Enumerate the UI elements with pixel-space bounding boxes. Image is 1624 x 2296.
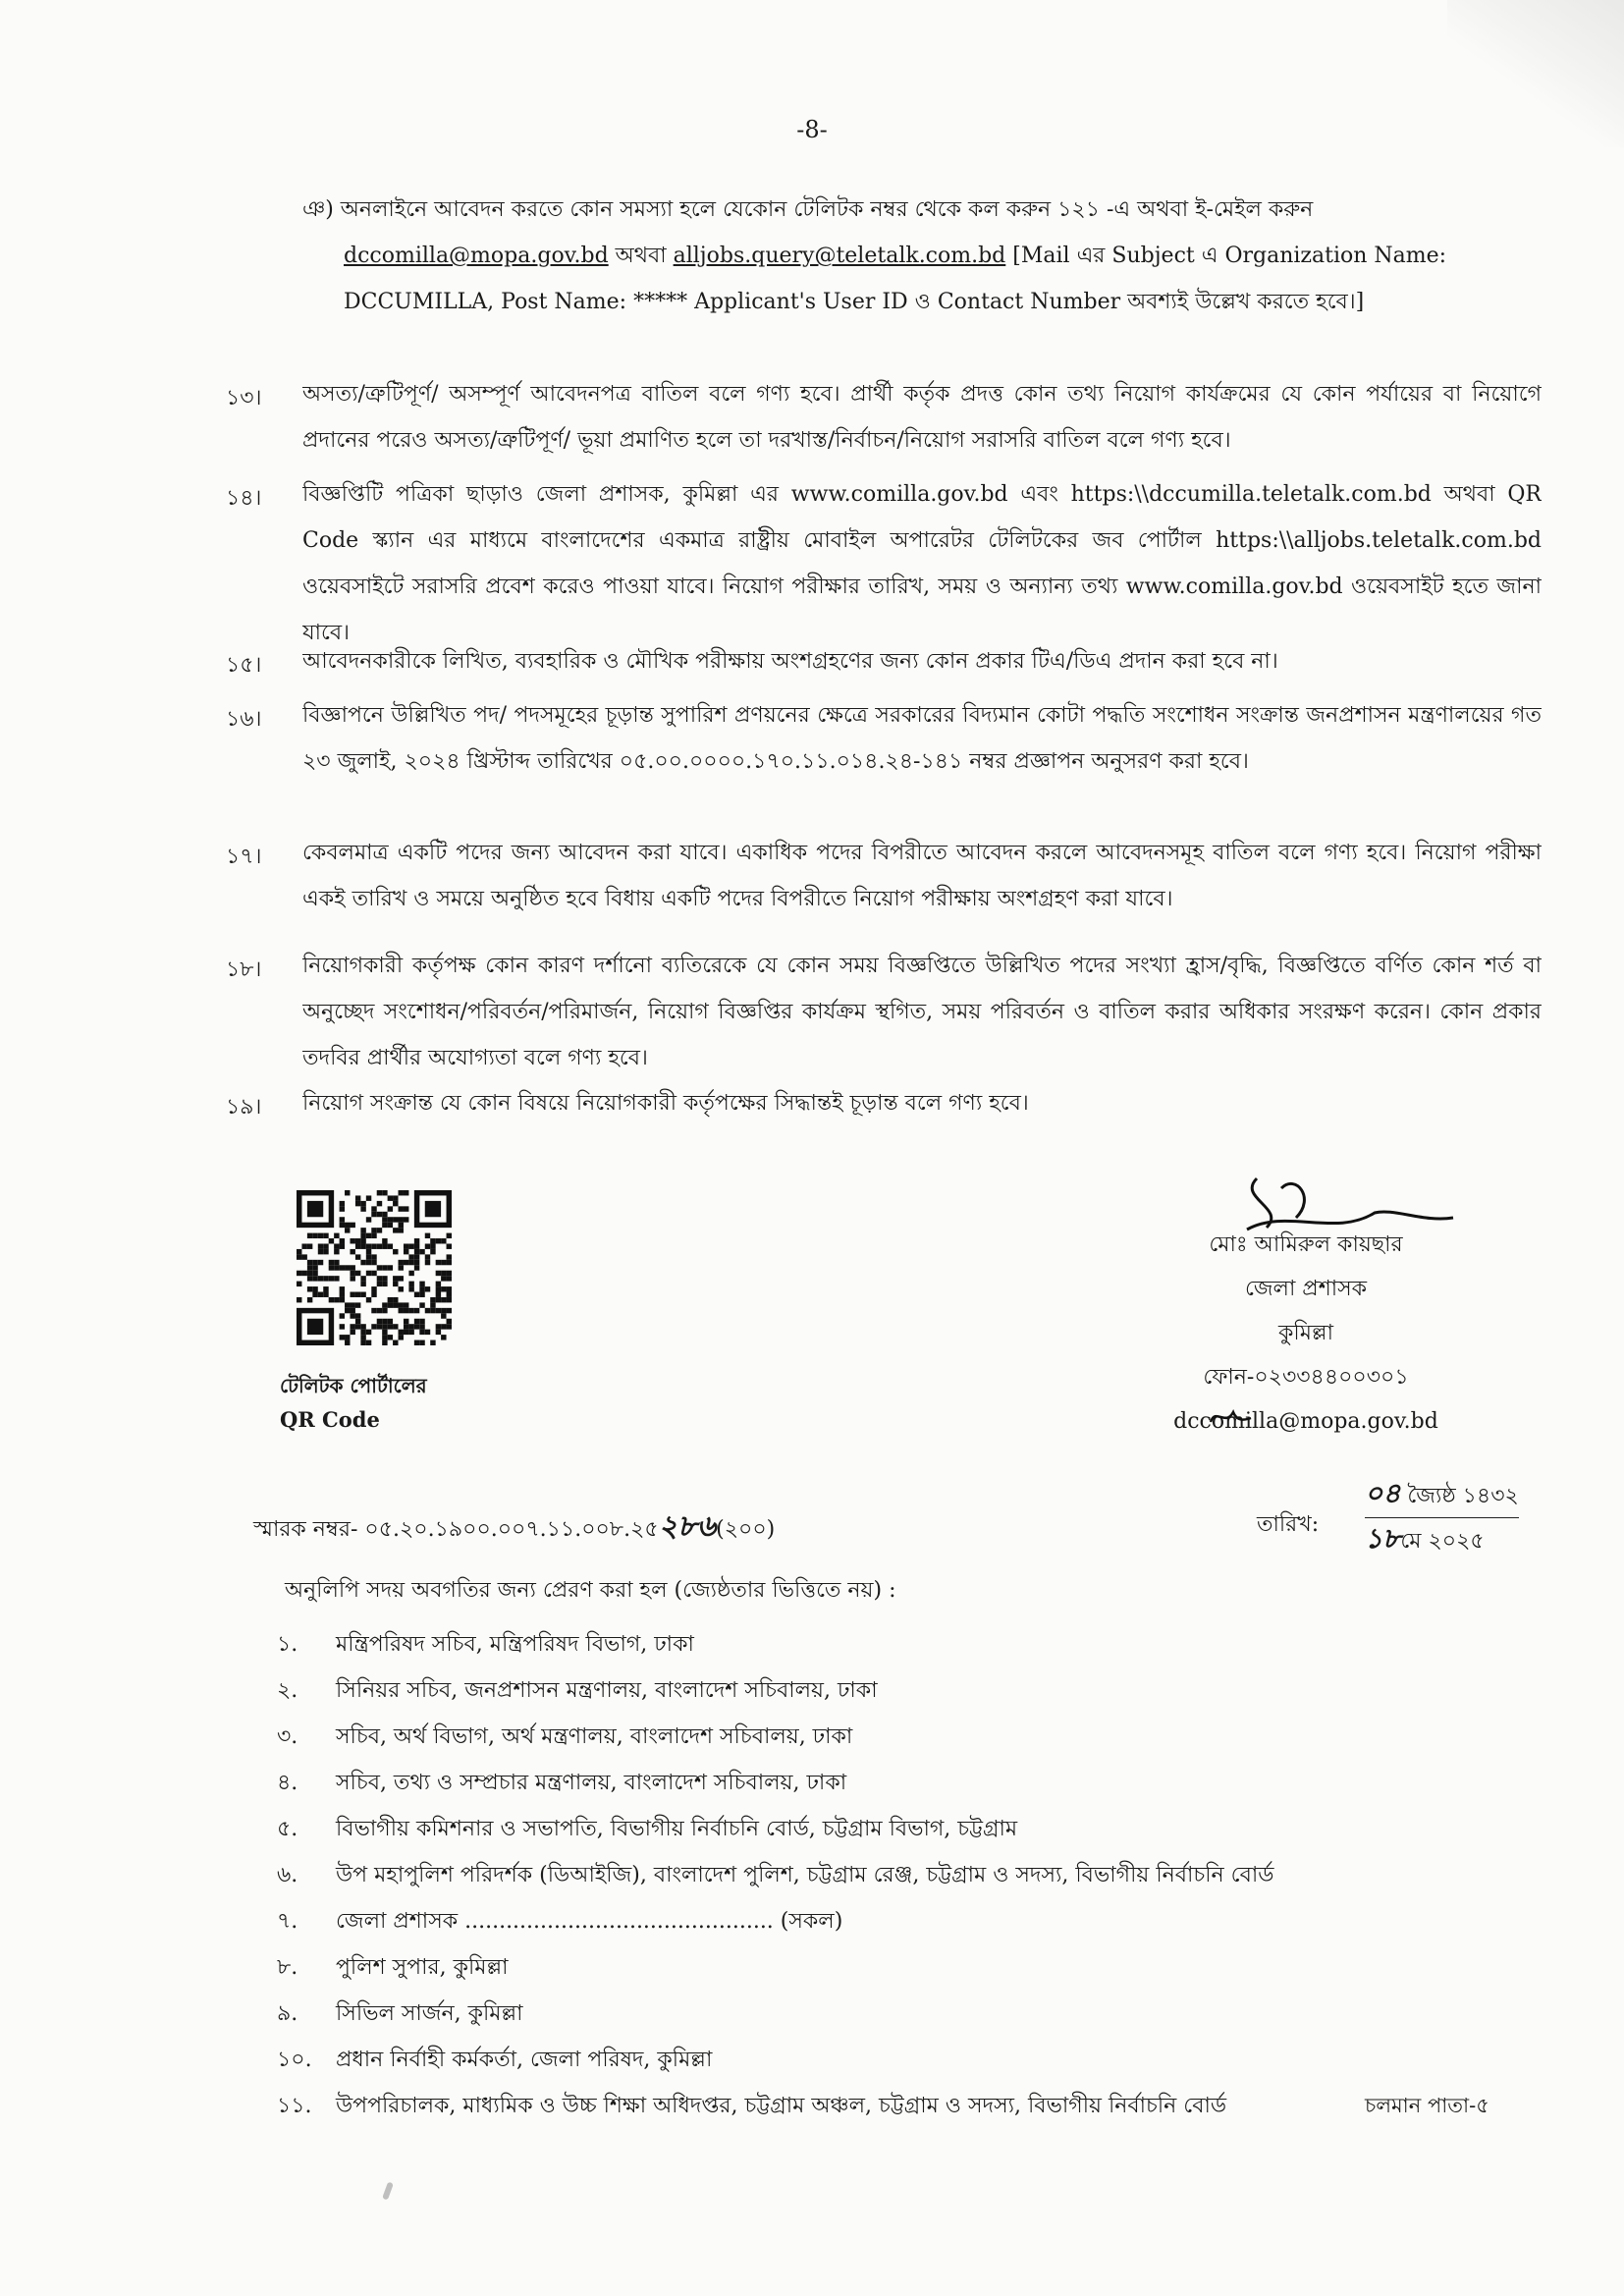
item-text: বিজ্ঞাপনে উল্লিখিত পদ/ পদসমূহের চূড়ান্ত সুপারিশ প্রণয়নের ক্ষেত্রে সরকারের বিদ্যমান কোটা পদ্ধতি সংশোধন সংক্রান্ত জনপ্রশাসন মন্ত্রণালয়ের গত ২৩ জুলাই, ২০২৪ খ্রিস্টাব্দ তারিখের ০৫.০০.০০০০.১৭০.১১.০১৪.২৪-১৪১ নম্বর প্রজ্ঞাপন অনুসরণ করা হবে। [302,703,1542,774]
item-number: ১৪। [226,486,262,511]
teletalk-email-link[interactable]: alljobs.query@teletalk.com.bd [673,244,1006,268]
bangla-date-rest: জ্যৈষ্ঠ ১৪৩২ [1407,1484,1519,1508]
cc-list-item [277,1996,1273,2043]
item-text: অসত্য/ত্রুটিপূর্ণ/ অসম্পূর্ণ আবেদনপত্র বাতিল বলে গণ্য হবে। প্রার্থী কর্তৃক প্রদত্ত কোন তথ্য নিয়োগ কার্যক্রমের যে কোন পর্যায়ের বা নিয়োগে প্রদানের পরেও অসত্য/ত্রুটিপূর্ণ/ ভূয়া প্রমাণিত হলে তা দরখাস্ত/নির্বাচন/নিয়োগ সরাসরি বাতিল বলে গণ্য হবে। [302,382,1542,453]
item-text: কেবলমাত্র একটি পদের জন্য আবেদন করা যাবে। একাধিক পদের বিপরীতে আবেদন করলে আবেদনসমূহ বাতিল বলে গণ্য হবে। নিয়োগ পরীক্ষা একই তারিখ ও সময়ে অনুষ্ঠিত হবে বিধায় একটি পদের বিপরীতে নিয়োগ পরীক্ষায় অংশগ্রহণ করা যাবে। [302,841,1542,911]
cc-item-number: ১১. [277,2094,312,2118]
page-number: -8- [796,116,828,143]
signatory-title: জেলা প্রশাসক [1244,1277,1368,1301]
signatory-name: মোঃ আমিরুল কায়ছার [1209,1232,1403,1257]
bangla-date-day: ০৪ [1365,1477,1401,1509]
item-number: ১৬। [226,707,262,732]
cc-item-number: ৩. [277,1724,298,1749]
memo-label: স্মারক নম্বর- ০৫.২০.১৯০০.০০৭.১১.০০৮.২৫ [253,1517,659,1542]
date-values [1365,1473,1519,1562]
cc-item-text: বিভাগীয় কমিশনার ও সভাপতি, বিভাগীয় নির্বাচনি বোর্ড, চট্টগ্রাম বিভাগ, চট্টগ্রাম [336,1817,1018,1841]
qr-label-bangla: টেলিটক পোর্টালের [280,1374,427,1397]
cc-list-item [277,2043,1273,2089]
signatory-block [1129,1223,1483,1444]
cc-list-item [277,1904,1273,1950]
cc-item-text: মন্ত্রিপরিষদ সচিব, মন্ত্রিপরিষদ বিভাগ, ঢাকা [336,1632,694,1657]
cc-item-number: ৮. [277,1955,298,1980]
cc-list-item [277,1858,1273,1904]
term-item [302,943,1542,1081]
item-text: বিজ্ঞপ্তিটি পত্রিকা ছাড়াও জেলা প্রশাসক, কুমিল্লা এর www.comilla.gov.bd এবং https:\\dccumilla.teletalk.com.bd অথবা QR Code স্ক্যান এর মাধ্যমে বাংলাদেশের একমাত্র রাষ্ট্রীয় মোবাইল অপারেটর টেলিটকের জব পোর্টাল https:\\alljobs.teletalk.com.bd ওয়েবসাইটে সরাসরি প্রবেশ করেও পাওয়া যাবে। নিয়োগ পরীক্ষার তারিখ, সময় ও অন্যান্য তথ্য www.comilla.gov.bd ওয়েবসাইট হতে জানা যাবে। [302,482,1542,645]
cc-item-number: ৬. [277,1863,298,1887]
mail-subject-text: [Mail এর Subject এ Organization Name: [1012,244,1447,268]
item-number: ১৫। [226,653,262,678]
cc-item-number: ২. [277,1678,298,1703]
term-item [302,1080,1542,1126]
cc-recipient-list [277,1627,1273,2135]
initial-mark [1206,1402,1255,1432]
memo-handwritten-number: ২৮৬ [658,1509,717,1544]
cc-item-text: প্রধান নির্বাহী কর্মকর্তা, জেলা পরিষদ, কুমিল্লা [336,2048,713,2072]
cc-item-number: ৯. [277,2001,298,2026]
memo-count: (২০০) [716,1517,776,1542]
or-text: অথবা [615,244,667,268]
teletalk-qr-code[interactable] [297,1190,452,1345]
cc-item-text: জেলা প্রশাসক ............................................. (সকল) [336,1909,843,1934]
signatory-email[interactable]: dccomilla@mopa.gov.bd [1173,1409,1438,1434]
item-number: ১৩। [226,386,262,410]
english-date-rest: মে ২০২৫ [1400,1529,1485,1554]
continued-page-note: চলমান পাতা-৫ [1365,2094,1489,2117]
online-help-line-3: DCCUMILLA, Post Name: ***** Applicant's User ID ও Contact Number অবশ্যই উল্লেখ করতে হবে।] [344,290,1365,314]
cc-list-item [277,1720,1273,1766]
item-text: নিয়োগকারী কর্তৃপক্ষ কোন কারণ দর্শানো ব্যতিরেকে যে কোন সময় বিজ্ঞপ্তিতে উল্লিখিত পদের সংখ্যা হ্রাস/বৃদ্ধি, বিজ্ঞপ্তিতে বর্ণিত কোন শর্ত বা অনুচ্ছেদ সংশোধন/পরিবর্তন/পরিমার্জন, নিয়োগ বিজ্ঞপ্তির কার্যক্রম স্থগিত, সময় পরিবর্তন ও বাতিল করার অধিকার সংরক্ষণ করেন। কোন প্রকার তদবির প্রার্থীর অযোগ্যতা বলে গণ্য হবে। [302,954,1542,1070]
memo-number [253,1503,775,1553]
term-item [302,638,1542,684]
online-help-paragraph [302,187,1549,325]
term-item [302,830,1542,922]
cc-list-item [277,1950,1273,1996]
cc-item-number: ৪. [277,1771,298,1795]
item-number: ১৯। [226,1095,262,1120]
cc-list-item [277,1766,1273,1812]
item-text: আবেদনকারীকে লিখিত, ব্যবহারিক ও মৌখিক পরীক্ষায় অংশগ্রহণের জন্য কোন প্রকার টিএ/ডিএ প্রদান করা হবে না। [302,649,1278,674]
cc-item-number: ১. [277,1632,298,1657]
item-number: ১৭। [226,845,262,869]
cc-item-number: ১০. [277,2048,312,2072]
cc-item-text: সচিব, অর্থ বিভাগ, অর্থ মন্ত্রণালয়, বাংলাদেশ সচিবালয়, ঢাকা [336,1724,853,1749]
signatory-phone: ফোন-০২৩৩৪৪০০৩০১ [1203,1365,1409,1390]
item-number: ১৮। [226,957,262,982]
online-help-line-1: ঞ) অনলাইনে আবেদন করতে কোন সমস্যা হলে যেকোন টেলিটক নম্বর থেকে কল করুন ১২১ -এ অথবা ই-মেইল করুন [302,197,1314,222]
cc-item-number: ৭. [277,1909,298,1934]
term-item [302,692,1542,831]
scan-smudge [382,2182,394,2201]
cc-item-text: পুলিশ সুপার, কুমিল্লা [336,1955,509,1980]
item-text: নিয়োগ সংক্রান্ত যে কোন বিষয়ে নিয়োগকারী কর্তৃপক্ষের সিদ্ধান্তই চূড়ান্ত বলে গণ্য হবে। [302,1091,1029,1116]
cc-item-text: সিনিয়র সচিব, জনপ্রশাসন মন্ত্রণালয়, বাংলাদেশ সচিবালয়, ঢাকা [336,1678,878,1703]
cc-list-item [277,1627,1273,1673]
dc-email-link[interactable]: dccomilla@mopa.gov.bd [344,244,609,268]
term-item [302,471,1542,656]
online-help-line-2 [302,233,1549,279]
term-item [302,371,1542,464]
cc-list-item [277,1673,1273,1720]
cc-list-item [277,2089,1273,2135]
english-date-day: ১৮ [1365,1522,1401,1555]
cc-item-text: উপ মহাপুলিশ পরিদর্শক (ডিআইজি), বাংলাদেশ পুলিশ, চট্টগ্রাম রেঞ্জ, চট্টগ্রাম ও সদস্য, বিভাগীয় নির্বাচনি বোর্ড [336,1863,1274,1887]
cc-item-text: সচিব, তথ্য ও সম্প্রচার মন্ত্রণালয়, বাংলাদেশ সচিবালয়, ঢাকা [336,1771,847,1795]
english-date [1365,1518,1519,1562]
cc-list-item [277,1812,1273,1858]
cc-item-text: সিভিল সার্জন, কুমিল্লা [336,2001,523,2026]
cc-intro: অনুলিপি সদয় অবগতির জন্য প্রেরণ করা হল (জ্যেষ্ঠতার ভিত্তিতে নয়) : [285,1578,896,1603]
qr-label-english: QR Code [280,1407,380,1432]
date-label: তারিখ: [1257,1512,1320,1537]
signatory-district: কুমিল্লা [1278,1321,1333,1345]
bangla-date [1365,1473,1519,1518]
cc-item-number: ৫. [277,1817,298,1841]
cc-item-text: উপপরিচালক, মাধ্যমিক ও উচ্চ শিক্ষা অধিদপ্তর, চট্টগ্রাম অঞ্চল, চট্টগ্রাম ও সদস্য, বিভাগীয় নির্বাচনি বোর্ড [336,2094,1227,2118]
